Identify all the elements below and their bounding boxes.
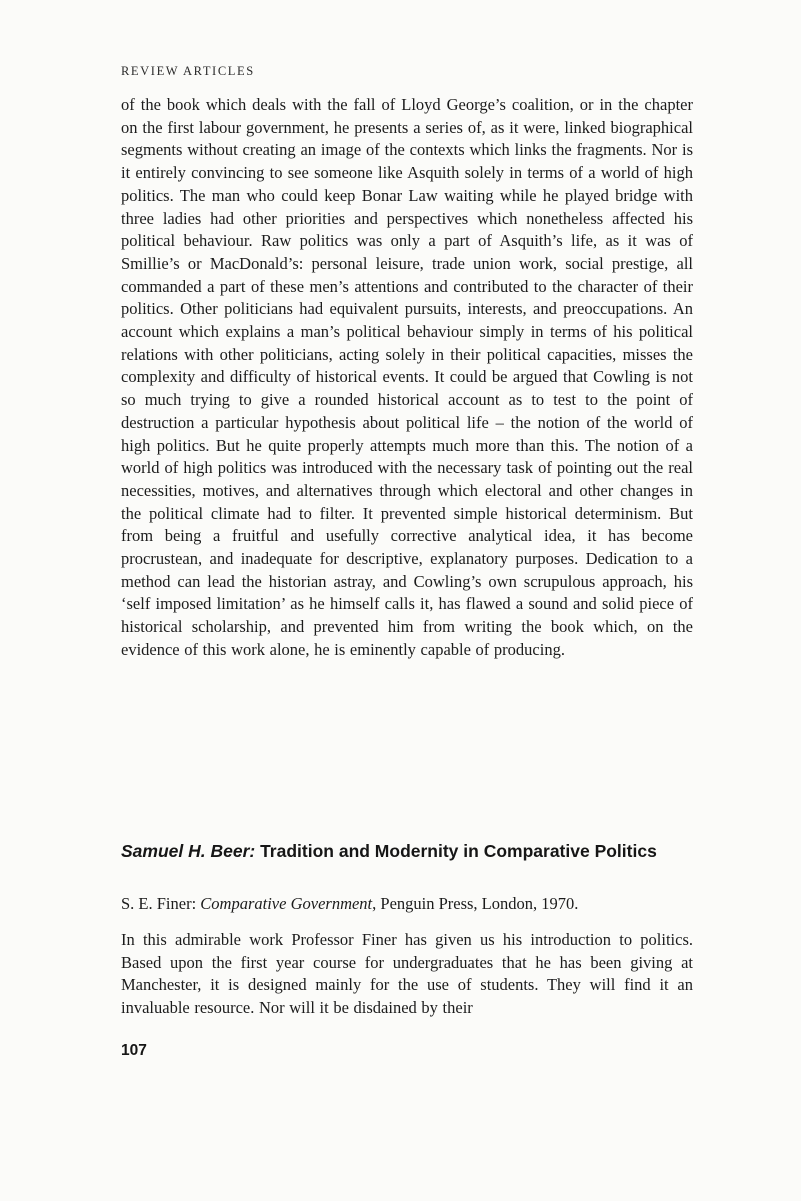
- section-heading-title: Tradition and Modernity in Comparative Politics: [255, 841, 657, 861]
- paragraph-finer-review: In this admirable work Professor Finer has given us his introduction to politics. Based upon the first year course for undergraduates that he has been giving at Manchester, it is designed mainly for the use of students. They will find it an invaluable resource. Nor will it be disdained by their: [121, 930, 693, 1018]
- section-heading: [121, 840, 701, 862]
- paragraph-review-cowling: of the book which deals with the fall of Lloyd George’s coalition, or in the chapter on the first labour government, he presents a series of, as it were, linked biographical segments without creating an image of the contexts which links the fragments. Nor is it entirely convincing to see someone like Asquith solely in terms of a world of high politics. The man who could keep Bonar Law waiting while he played bridge with three ladies had other priorities and perspectives which nonetheless affected his political behaviour. Raw politics was only a part of Asquith’s life, as it was of Smillie’s or MacDonald’s: personal leisure, trade union work, social prestige, all commanded a part of these men’s attentions and contributed to the character of their politics. Other politicians had equivalent pursuits, interests, and preoccupations. An account which explains a man’s political behaviour simply in terms of his political relations with other politicians, acting solely in their political capacities, misses the complexity and difficulty of historical events. It could be argued that Cowling is not so much trying to give a rounded historical account as to test to the point of destruction a particular hypothesis about political life – the notion of the world of high politics. But he quite properly attempts much more than this. The notion of a world of high politics was introduced with the necessary task of pointing out the real necessities, motives, and alternatives through which electoral and other changes in the political climate had to filter. It prevented simple historical determinism. But from being a fruitful and usefully corrective analytical idea, it has become procrustean, and inadequate for descriptive, explanatory purposes. Dedication to a method can lead the historian astray, and Cowling’s own scrupulous approach, his ‘self imposed limitation’ as he himself calls it, has flawed a sound and solid piece of historical scholarship, and prevented him from writing the book which, on the evidence of this work alone, he is eminently capable of producing.: [121, 95, 693, 659]
- citation-author: S. E. Finer:: [121, 894, 201, 913]
- citation-work-title: Comparative Government: [200, 894, 373, 913]
- book-citation: [121, 893, 701, 915]
- section-heading-author: Samuel H. Beer:: [121, 841, 256, 861]
- running-head: REVIEW ARTICLES: [121, 64, 255, 78]
- citation-publisher: , Penguin Press, London, 1970.: [372, 894, 579, 913]
- page-number: 107: [121, 1042, 147, 1059]
